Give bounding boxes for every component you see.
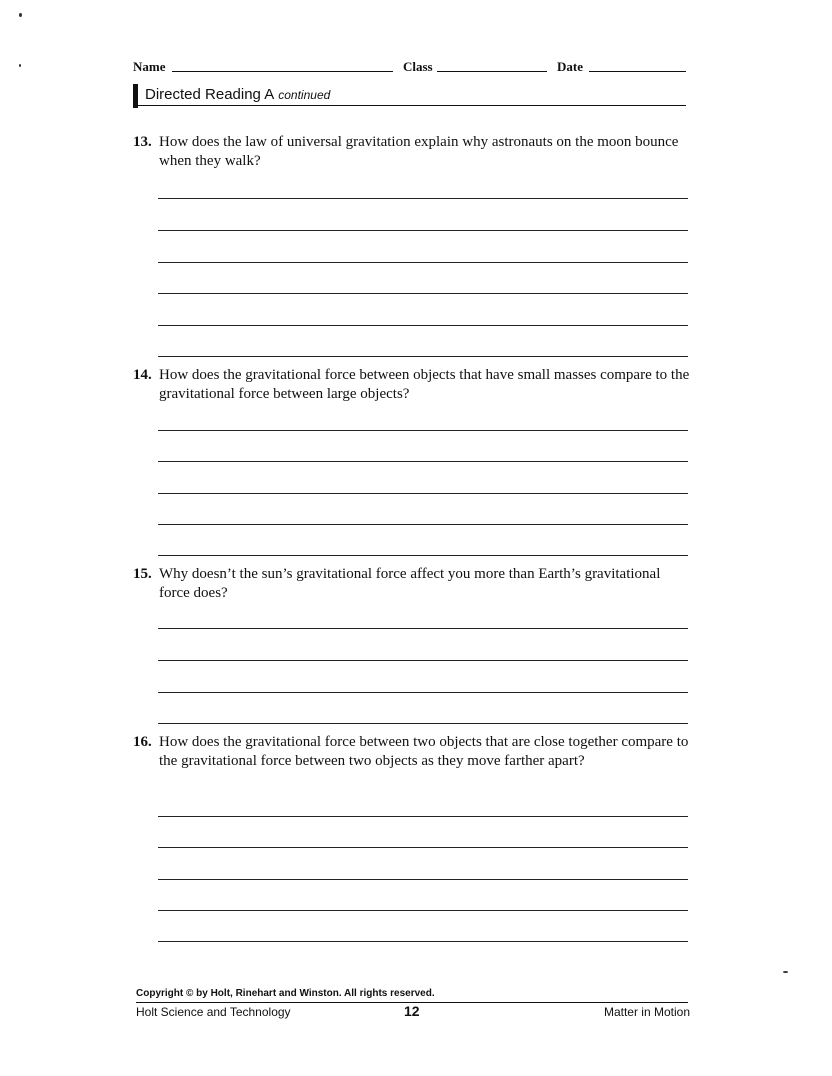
- answer-line[interactable]: [158, 555, 688, 556]
- question-text: Why doesn’t the sun’s gravitational force affect you more than Earth’s gravitational force does?: [159, 566, 661, 601]
- question-16: [133, 733, 693, 771]
- answer-line[interactable]: [158, 356, 688, 357]
- answer-line[interactable]: [158, 461, 688, 462]
- question-text: How does the gravitational force between objects that have small masses compare to the gravitational force between large objects?: [159, 367, 690, 402]
- question-number: 15.: [133, 566, 152, 582]
- question-text: How does the gravitational force between two objects that are close together compare to the gravitational force between two objects as they move farther apart?: [159, 734, 689, 769]
- answer-line[interactable]: [158, 692, 688, 693]
- answer-line[interactable]: [158, 910, 688, 911]
- answer-line[interactable]: [158, 879, 688, 880]
- scan-speck: [783, 971, 788, 973]
- answer-line[interactable]: [158, 198, 688, 199]
- class-label: Class: [403, 59, 433, 74]
- scan-speck: [19, 64, 21, 67]
- answer-line[interactable]: [158, 816, 688, 817]
- answer-line[interactable]: [158, 430, 688, 431]
- copyright-notice: Copyright © by Holt, Rinehart and Winston. All rights reserved.: [136, 988, 435, 999]
- chapter-label: Matter in Motion: [603, 1005, 690, 1019]
- scan-speck: [19, 13, 22, 17]
- name-field[interactable]: [172, 71, 393, 72]
- answer-line[interactable]: [158, 493, 688, 494]
- question-text: How does the law of universal gravitation explain why astronauts on the moon bounce when they walk?: [159, 134, 679, 169]
- name-label: Name: [133, 59, 166, 74]
- page-number: 12: [404, 1003, 420, 1019]
- section-subtitle: continued: [278, 88, 331, 102]
- publisher-label: Holt Science and Technology: [136, 1005, 291, 1019]
- date-field[interactable]: [589, 71, 686, 72]
- answer-line[interactable]: [158, 628, 688, 629]
- question-13: [133, 133, 693, 171]
- section-rule: [133, 105, 686, 106]
- answer-line[interactable]: [158, 293, 688, 294]
- answer-line[interactable]: [158, 230, 688, 231]
- answer-line[interactable]: [158, 941, 688, 942]
- answer-line[interactable]: [158, 723, 688, 724]
- question-14: [133, 366, 693, 404]
- answer-line[interactable]: [158, 847, 688, 848]
- section-title-text: Directed Reading A: [145, 86, 275, 103]
- question-15: [133, 565, 693, 603]
- question-number: 13.: [133, 134, 152, 150]
- answer-line[interactable]: [158, 660, 688, 661]
- class-field[interactable]: [437, 71, 547, 72]
- answer-line[interactable]: [158, 524, 688, 525]
- section-title: [145, 86, 330, 103]
- date-label: Date: [557, 59, 583, 74]
- question-number: 16.: [133, 734, 152, 750]
- question-number: 14.: [133, 367, 152, 383]
- answer-line[interactable]: [158, 262, 688, 263]
- answer-line[interactable]: [158, 325, 688, 326]
